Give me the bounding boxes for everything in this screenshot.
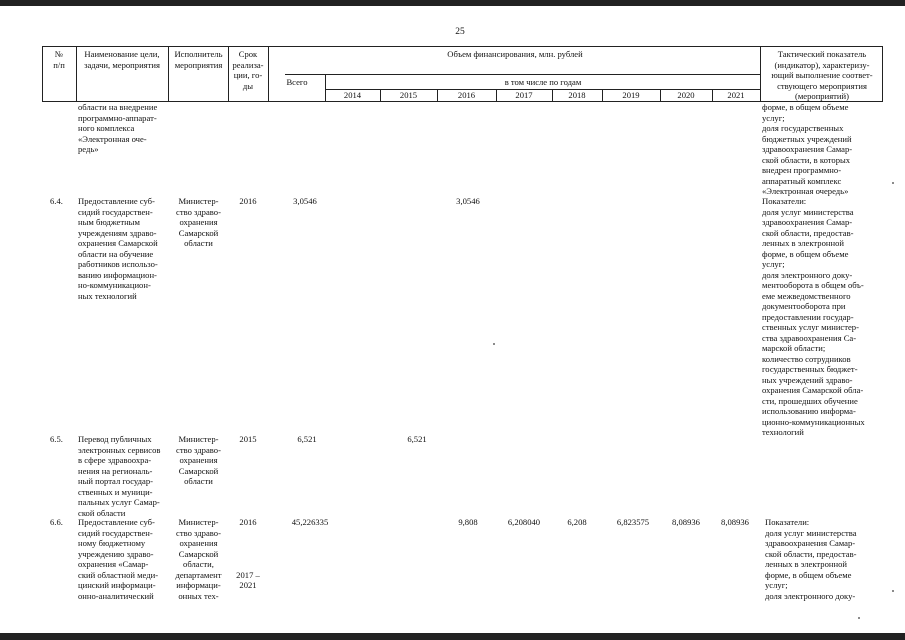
row-value-2015: 6,521 [407,434,427,444]
row-indicator: Показатели: доля услуг министерства здравоохранения Самар- ской области, предостав- ленных в электронной форме, в общем объеме услуг; доля электронного доку- [765,517,857,601]
row-total: 45,226335 [291,517,329,527]
header-year: 2017 [515,90,533,100]
row-number: 6.4. [50,196,63,206]
page-number: 25 [455,27,465,37]
row-value-2017: 6,208040 [507,517,541,527]
row-indicator: форме, в общем объеме услуг; доля государственных бюджетных учреждений здравоохранения Самар- ской области, в которых внедрен программно- аппаратный комплекс «Электронная очередь» [762,102,853,196]
row-value-2021: 8,08936 [721,517,749,527]
row-executor: Министер- ство здраво- охранения Самарской области [176,434,221,486]
header-funding: Объем финансирования, млн. рублей [447,49,583,59]
header-term: Срок реализа- ции, го- ды [232,49,264,91]
row-executor: Министер- ство здраво- охранения Самарской области, департамент информаци- онных тех- [175,517,222,601]
scan-speck [858,617,860,619]
header-indicator: Тактический показатель (индикатор), характеризу- ющий выполнение соответ- ствующего мероприятия (мероприятий) [771,49,873,101]
row-term: 2015 [239,434,257,444]
row-name: Перевод публичных электронных сервисов в сфере здравоохра- нения на региональ- ный портал государ- ственных и муници- пальных услуг Самар- ской области [78,434,161,518]
row-total: 6,521 [297,434,317,444]
header-year: 2016 [457,90,476,100]
scan-speck [892,182,894,184]
header-year: 2018 [568,90,586,100]
row-value-2019: 6,823575 [616,517,650,527]
row-number: 6.6. [50,517,63,527]
row-value-2020: 8,08936 [672,517,700,527]
header-by-years: в том числе по годам [504,77,582,87]
row-value-2018: 6,208 [567,517,587,527]
header-year: 2015 [399,90,418,100]
header-total: Всего [286,77,308,87]
header-num: № п/п [53,49,65,70]
row-value-2016: 9,808 [458,517,478,527]
top-border [0,0,905,6]
row-name: Предоставление суб- сидий государствен- ному бюджетному учреждению здраво- охранения «Самар- ский областной меди- цинский информаци- онно-аналитический [78,517,159,601]
bottom-border [0,633,905,640]
row-term: 2016 [239,196,257,206]
scan-speck [493,343,495,345]
header-year: 2019 [622,90,640,100]
row-term: 2016 2017 – 2021 [236,517,260,590]
header-name: Наименование цели, задачи, мероприятия [84,49,160,70]
header-year: 2020 [677,90,695,100]
row-value-2016: 3,0546 [456,196,480,206]
row-executor: Министер- ство здраво- охранения Самарской области [176,196,221,248]
row-number: 6.5. [50,434,63,444]
header-year: 2021 [727,90,745,100]
header-year: 2014 [343,90,362,100]
row-total: 3,0546 [293,196,317,206]
row-indicator: Показатели: доля услуг министерства здравоохранения Самар- ской области, предостав- ленных в электронной форме, в общем объеме услуг; доля электронного доку- ментооборота в общем объ- еме межведомственного документооборота при предоставлении государ- ственных услуг министер- ства здравоохранения Са- марской области; количество сотрудников государственных бюджет- ных учреждений здраво- охранения Самарской обла- сти, прошедших обучение использованию информа- ционно-коммуникационных технологий [762,196,865,437]
scan-speck [892,590,894,592]
row-name: Предоставление суб- сидий государствен- ным бюджетным учреждениям здраво- охранения Самарской области на обучение работников использо- ванию информацион- но-коммуникацион- ных технологий [78,196,158,301]
row-name: области на внедрение программно-аппарат- ного комплекса «Электронная оче- редь» [78,102,158,154]
header-executor: Исполнитель мероприятия [174,49,223,70]
